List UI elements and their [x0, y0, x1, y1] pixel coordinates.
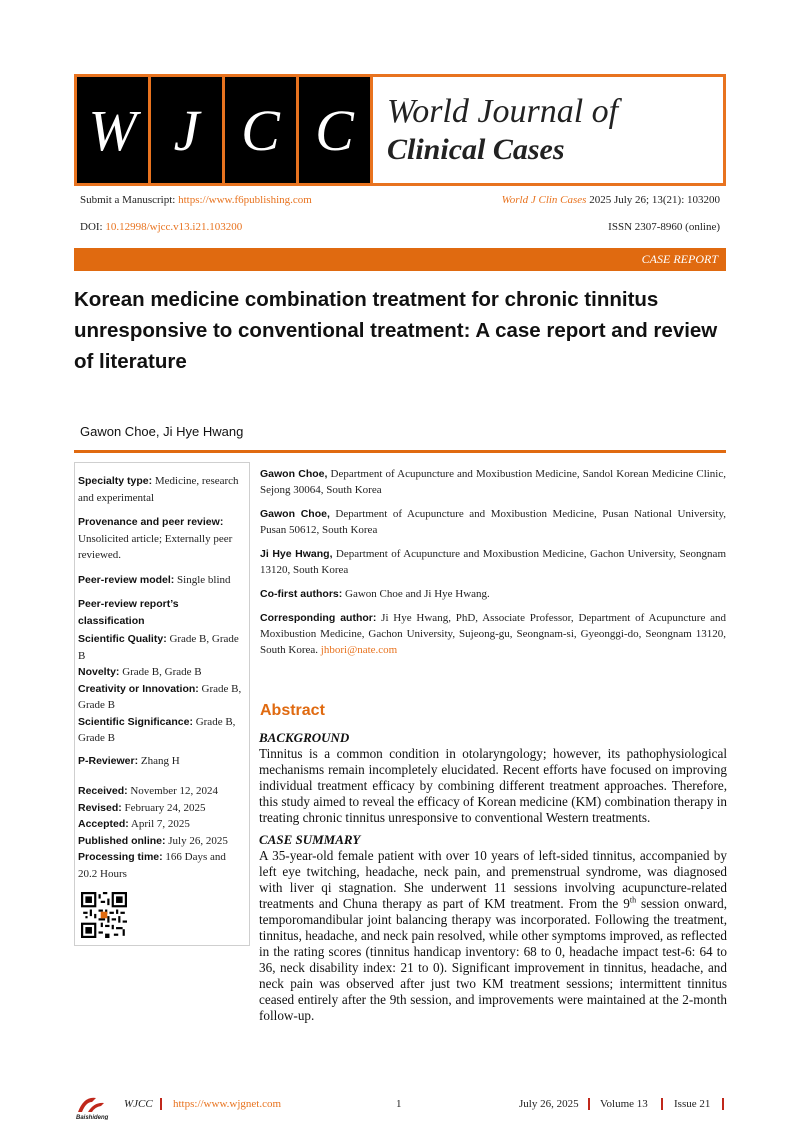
issn: ISSN 2307-8960 (online): [608, 221, 720, 233]
affiliation-item: [260, 546, 726, 578]
received-label: Received:: [78, 785, 128, 797]
quality-value: Grade B, Grade B: [78, 633, 239, 662]
significance-label: Scientific Significance:: [78, 715, 193, 728]
published-date: [78, 833, 245, 850]
footer-journal: WJCC: [124, 1098, 153, 1110]
doi: [80, 221, 242, 233]
article-dates: [78, 783, 245, 882]
masthead-letter: C: [315, 97, 354, 163]
article-title: Korean medicine combination treatment for chronic tinnitus unresponsive to conventional treatment: A case report and review of literature: [74, 288, 718, 373]
published-value: July 26, 2025: [165, 834, 228, 847]
footer-separator: [588, 1098, 590, 1110]
journal-name-line1: World Journal of: [387, 93, 619, 130]
case-text-sup: th: [629, 895, 637, 905]
p-reviewer: [78, 753, 245, 770]
masthead-tile-w: [77, 77, 151, 183]
published-label: Published online:: [78, 834, 166, 847]
provenance-value: Unsolicited article; Externally peer reviewed.: [78, 532, 233, 561]
peer-review-model: [78, 572, 245, 589]
citation-journal: World J Clin Cases: [501, 194, 587, 206]
abstract-heading: Abstract: [260, 702, 325, 719]
co-first-label: Co-first authors:: [260, 588, 343, 600]
corresponding-text: Ji Hye Hwang, PhD, Associate Professor, Department of Acupuncture and Moxibustion Medicine, Gachon University, Sujeong-gu, Seongnam-si, Gyeonggi-do, Seongnam 13120, South Korea.: [260, 612, 726, 656]
section-bar: [74, 248, 726, 271]
affiliation-author: Gawon Choe,: [260, 508, 330, 520]
case-summary-heading: CASE SUMMARY: [259, 832, 361, 847]
background-text: Tinnitus is a common condition in otolaryngology; however, its pathophysiological mechanisms remain incompletely elucidated. Recent efforts have focused on improving individual treatment efficacy by combining different treatment approaches. Therefore, this study aimed to reveal the efficacy of Korean medicine (KM) combination therapy in treating chronic tinnitus unresponsive to conventional Western treatments.: [259, 746, 727, 825]
corresponding-email-link[interactable]: jhbori@nate.com: [320, 644, 398, 656]
affiliation-text: Department of Acupuncture and Moxibustion Medicine, Pusan National University, Pusan 50612, South Korea: [260, 508, 726, 536]
footer-separator: [661, 1098, 663, 1110]
meta-line-1: [80, 194, 720, 206]
peer-review-classification: [78, 596, 245, 747]
article-info-sidebar: [74, 462, 250, 946]
scientific-quality: [78, 631, 245, 664]
quality-label: Scientific Quality:: [78, 633, 167, 645]
classification-label: Peer-review report’s classification: [78, 598, 179, 627]
specialty-label: Specialty type:: [78, 475, 153, 487]
novelty: [78, 664, 245, 681]
article-authors: Gawon Choe, Ji Hye Hwang: [80, 424, 244, 439]
page-number: 1: [396, 1098, 402, 1110]
masthead-tile-j: [151, 77, 225, 183]
case-text-part1: A 35-year-old female patient with over 10 years of left-sided tinnitus, accompanied by left eye twitching, headache, neck pain, and premenstrual syndrome, was diagnosed with liver qi stagnation. She underwent 11 sessions involving acupuncture-related treatments and Chuna therapy as part of KM treatment. From the 9: [259, 848, 727, 911]
case-summary-text: [259, 848, 727, 1024]
journal-name: [373, 77, 723, 183]
section-label: CASE REPORT: [641, 252, 718, 266]
corresponding-author: [260, 610, 726, 658]
novelty-label: Novelty:: [78, 666, 120, 678]
footer-separator: [722, 1098, 724, 1110]
novelty-value: Grade B, Grade B: [119, 666, 202, 678]
submit-label: Submit a Manuscript:: [80, 194, 179, 206]
affiliation-item: [260, 466, 726, 498]
processing-time: [78, 849, 245, 882]
specialty-value: Medicine, research and experimental: [78, 475, 239, 504]
revised-date: [78, 800, 245, 817]
footer-separator: [160, 1098, 162, 1110]
affiliations: [260, 466, 726, 666]
significance: [78, 714, 245, 747]
accepted-date: [78, 816, 245, 833]
qr-code-icon[interactable]: [81, 892, 127, 938]
processing-value: 166 Days and 20.2 Hours: [78, 851, 226, 880]
processing-label: Processing time:: [78, 851, 163, 863]
footer-url-link[interactable]: https://www.wjgnet.com: [173, 1098, 282, 1110]
masthead-letter: C: [241, 97, 280, 163]
affiliation-text: Department of Acupuncture and Moxibustion Medicine, Sandol Korean Medicine Clinic, Sejong 30064, South Korea: [260, 468, 726, 496]
footer-volume: Volume 13: [600, 1098, 648, 1110]
co-first-authors: [260, 586, 726, 602]
logo-brand-text: Baishideng: [76, 1115, 109, 1120]
co-first-text: Gawon Choe and Ji Hye Hwang.: [342, 588, 490, 600]
submit-link[interactable]: https://www.f6publishing.com: [178, 194, 312, 206]
citation: [502, 194, 720, 206]
provenance: [78, 514, 245, 564]
affiliation-author: Gawon Choe,: [260, 468, 328, 480]
citation-details: 2025 July 26; 13(21): 103200: [586, 194, 720, 206]
received-date: [78, 783, 245, 800]
submit-manuscript: [80, 194, 312, 206]
creativity-value: Grade B, Grade B: [78, 682, 242, 711]
affiliation-item: [260, 506, 726, 538]
significance-value: Grade B, Grade B: [78, 715, 236, 744]
baishideng-logo-icon: [74, 1094, 114, 1120]
abstract-body: [259, 726, 727, 1030]
peer-model-label: Peer-review model:: [78, 573, 175, 586]
accepted-value: April 7, 2025: [128, 818, 190, 830]
doi-label: DOI:: [80, 221, 106, 233]
background-heading: BACKGROUND: [259, 730, 350, 745]
doi-link[interactable]: 10.12998/wjcc.v13.i21.103200: [105, 221, 243, 233]
journal-masthead: [74, 74, 726, 186]
corresponding-label: Corresponding author:: [260, 612, 377, 624]
creativity: [78, 681, 245, 714]
received-value: November 12, 2024: [127, 785, 219, 797]
affiliation-text: Department of Acupuncture and Moxibustion Medicine, Gachon University, Seongnam 13120, South Korea: [260, 548, 726, 576]
revised-label: Revised:: [78, 801, 122, 814]
page-footer: [74, 1094, 734, 1122]
footer-date: July 26, 2025: [519, 1098, 579, 1110]
case-text-part2: session onward, temporomandibular joint balancing therapy was incorporated. Following the treatment, tinnitus, headache, and neck pain resolved, while other symptoms improved, as reflected in the rating scores (tinnitus handicap inventory: 68 to 0, headache impact test-6: 64 to 36, neck disability index: 21 to 0). Significant improvement in tinnitus, headache, and neck pain was observed after just two KM treatment sessions; intermittent tinnitus ceased entirely after the 9th session, and improvements were maintained at the 2-month follow-up.: [259, 896, 727, 1023]
title-divider: [74, 450, 726, 453]
meta-line-2: [80, 221, 720, 233]
masthead-tile-c1: [225, 77, 299, 183]
masthead-letter: W: [88, 97, 137, 163]
journal-name-line2: Clinical Cases: [387, 133, 565, 166]
provenance-label: Provenance and peer review:: [78, 516, 224, 528]
revised-value: February 24, 2025: [121, 801, 206, 814]
reviewer-value: Zhang H: [138, 754, 180, 767]
accepted-label: Accepted:: [78, 818, 129, 830]
peer-model-value: Single blind: [174, 573, 231, 586]
masthead-tile-c2: [299, 77, 373, 183]
creativity-label: Creativity or Innovation:: [78, 682, 199, 695]
footer-issue: Issue 21: [674, 1098, 711, 1110]
specialty-type: [78, 473, 245, 506]
affiliation-author: Ji Hye Hwang,: [260, 548, 333, 560]
masthead-letter: J: [173, 97, 200, 163]
reviewer-label: P-Reviewer:: [78, 754, 139, 767]
